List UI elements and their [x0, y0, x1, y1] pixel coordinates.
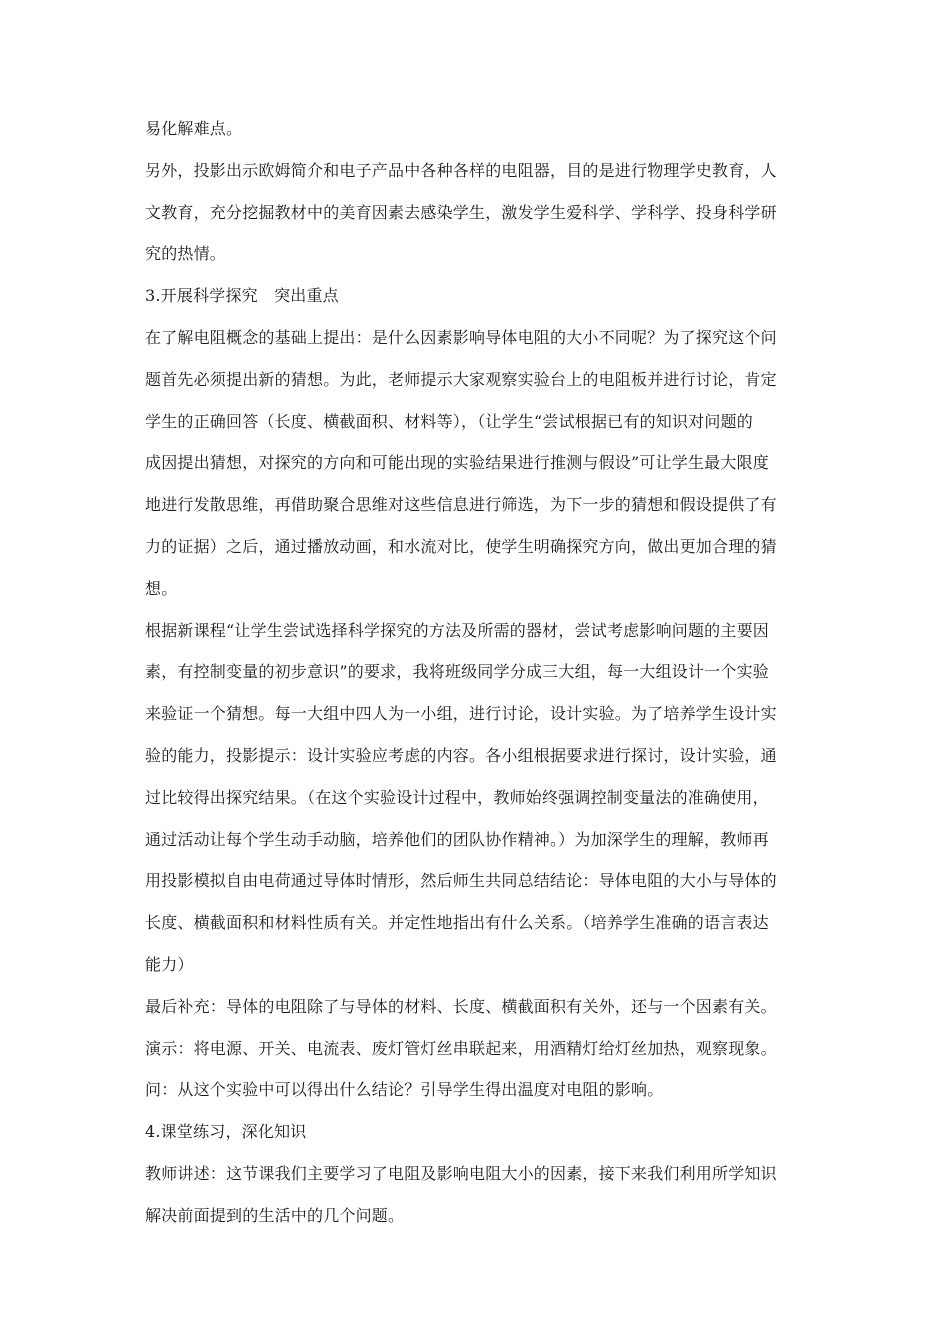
text-line: 解决前面提到的生活中的几个问题。 — [145, 1205, 405, 1225]
text-line: 素，有控制变量的初步意识”的要求，我将班级同学分成三大组，每一大组设计一个实验 — [145, 662, 769, 682]
text-line: 学生的正确回答（长度、横截面积、材料等），（让学生“尝试根据已有的知识对问题的 — [145, 411, 753, 431]
text-line: 究的热情。 — [145, 244, 227, 264]
text-line: 过比较得出探究结果。（在这个实验设计过程中，教师始终强调控制变量法的准确使用， — [145, 787, 769, 807]
text-line: 教师讲述：这节课我们主要学习了电阻及影响电阻大小的因素，接下来我们利用所学知识 — [145, 1163, 777, 1183]
text-line: 演示：将电源、开关、电流表、废灯管灯丝串联起来，用酒精灯给灯丝加热，观察现象。 — [145, 1038, 777, 1058]
text-line: 能力） — [145, 954, 194, 974]
text-line: 另外，投影出示欧姆简介和电子产品中各种各样的电阻器，目的是进行物理学史教育，人 — [145, 160, 777, 180]
text-line: 文教育，充分挖掘教材中的美育因素去感染学生，激发学生爱科学、学科学、投身科学研 — [145, 202, 777, 222]
text-line: 根据新课程“让学生尝试选择科学探究的方法及所需的器材，尝试考虑影响问题的主要因 — [145, 620, 769, 640]
text-line: 通过活动让每个学生动手动脑，培养他们的团队协作精神。）为加深学生的理解，教师再 — [145, 829, 769, 849]
text-line: 力的证据）之后，通过播放动画，和水流对比，使学生明确探究方向，做出更加合理的猜 — [145, 536, 777, 556]
text-line: 题首先必须提出新的猜想。为此，老师提示大家观察实验台上的电阻板并进行讨论，肯定 — [145, 369, 777, 389]
text-line: 在了解电阻概念的基础上提出：是什么因素影响导体电阻的大小不同呢？为了探究这个问 — [145, 327, 777, 347]
section-heading: 3.开展科学探究 突出重点 — [145, 286, 339, 306]
text-body — [145, 115, 810, 1230]
text-line: 最后补充：导体的电阻除了与导体的材料、长度、横截面积有关外，还与一个因素有关。 — [145, 996, 777, 1016]
text-line: 地进行发散思维，再借助聚合思维对这些信息进行筛选，为下一步的猜想和假设提供了有 — [145, 495, 777, 515]
text-line: 长度、横截面积和材料性质有关。并定性地指出有什么关系。（培养学生准确的语言表达 — [145, 913, 769, 933]
text-line: 用投影模拟自由电荷通过导体时情形，然后师生共同总结结论：导体电阻的大小与导体的 — [145, 871, 777, 891]
section-heading: 4.课堂练习，深化知识 — [145, 1122, 307, 1142]
document-page — [145, 115, 810, 1244]
text-line: 来验证一个猜想。每一大组中四人为一小组，进行讨论，设计实验。为了培养学生设计实 — [145, 704, 777, 724]
text-line: 想。 — [145, 578, 178, 598]
text-line: 验的能力，投影提示：设计实验应考虑的内容。各小组根据要求进行探讨，设计实验，通 — [145, 745, 777, 765]
text-line: 成因提出猜想，对探究的方向和可能出现的实验结果进行推测与假设”可让学生最大限度 — [145, 453, 769, 473]
text-line: 易化解难点。 — [145, 119, 243, 138]
text-line: 问：从这个实验中可以得出什么结论？引导学生得出温度对电阻的影响。 — [145, 1080, 664, 1100]
